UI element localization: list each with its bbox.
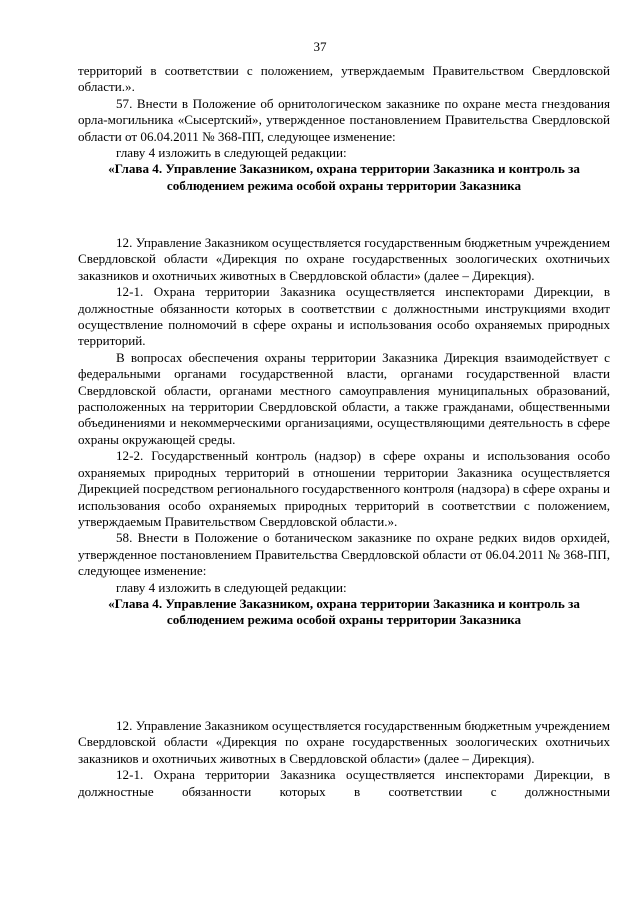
paragraph-item-57: 57. Внести в Положение об орнитологическом заказнике по охране места гнездования орла-могильника «Сысертский», утвержденное постановлением Правительства Свердловской области от 06.04.2011 № 368-ПП, следующее изменение: bbox=[78, 95, 610, 144]
page-number: 37 bbox=[313, 39, 327, 54]
text-block-3 bbox=[78, 718, 610, 800]
paragraph-item-12-1: 12-1. Охрана территории Заказника осуществляется инспекторами Дирекции, в должностные обязанности которых в соответствии с должностными bbox=[78, 767, 610, 799]
chapter-heading: «Глава 4. Управление Заказником, охрана территории Заказника и контроль за соблюдением режима особой охраны территории Заказника bbox=[108, 161, 580, 193]
chapter-heading: «Глава 4. Управление Заказником, охрана территории Заказника и контроль за соблюдением режима особой охраны территории Заказника bbox=[108, 595, 580, 628]
paragraph: территорий в соответствии с положением, утверждаемым Правительством Свердловской области.». bbox=[78, 63, 610, 95]
paragraph-item-12-2: 12-2. Государственный контроль (надзор) в сфере охраны и использования особо охраняемых природных территорий в отношении территории Заказника осуществляется Дирекцией посредством регионального государственного контроля (надзора) в сфере охраны и использования особо охраняемых природных территорий в соответствии с положением, утверждаемым Правительством Свердловской области.». bbox=[78, 448, 610, 529]
paragraph: главу 4 изложить в следующей редакции: bbox=[116, 579, 347, 595]
paragraph-item-12: 12. Управление Заказником осуществляется государственным бюджетным учреждением Свердловской области «Дирекция по охране государственных зоологических охотничьих заказников и охотничьих животных в Свердловской области» (далее – Дирекция). bbox=[78, 718, 610, 766]
paragraph-item-12-1: 12-1. Охрана территории Заказника осуществляется инспекторами Дирекции, в должностные обязанности которых в соответствии с должностными инструкциями входит осуществление полномочий в сфере охраны и использования особо охраняемых природных территорий. bbox=[78, 284, 610, 349]
paragraph-item-12: 12. Управление Заказником осуществляется государственным бюджетным учреждением Свердловской области «Дирекция по охране государственных зоологических охотничьих заказников и охотничьих животных в Свердловской области» (далее – Дирекция). bbox=[78, 235, 610, 283]
paragraph-item-58: 58. Внести в Положение о ботаническом заказнике по охране редких видов орхидей, утвержденное постановлением Правительства Свердловской области от 06.04.2011 № 368-ПП, следующее изменение: bbox=[78, 530, 610, 579]
paragraph: главу 4 изложить в следующей редакции: bbox=[116, 145, 347, 161]
text-block-2 bbox=[78, 235, 610, 629]
paragraph: В вопросах обеспечения охраны территории Заказника Дирекция взаимодействует с федеральными органами государственной власти, органами государственной власти Свердловской области, органами местного самоуправления муниципальных образований, расположенных на территории Свердловской области, а также гражданами, общественными объединениями и некоммерческими организациями, осуществляющими деятельность в сфере охраны окружающей среды. bbox=[78, 349, 610, 447]
text-block-1 bbox=[78, 63, 610, 194]
